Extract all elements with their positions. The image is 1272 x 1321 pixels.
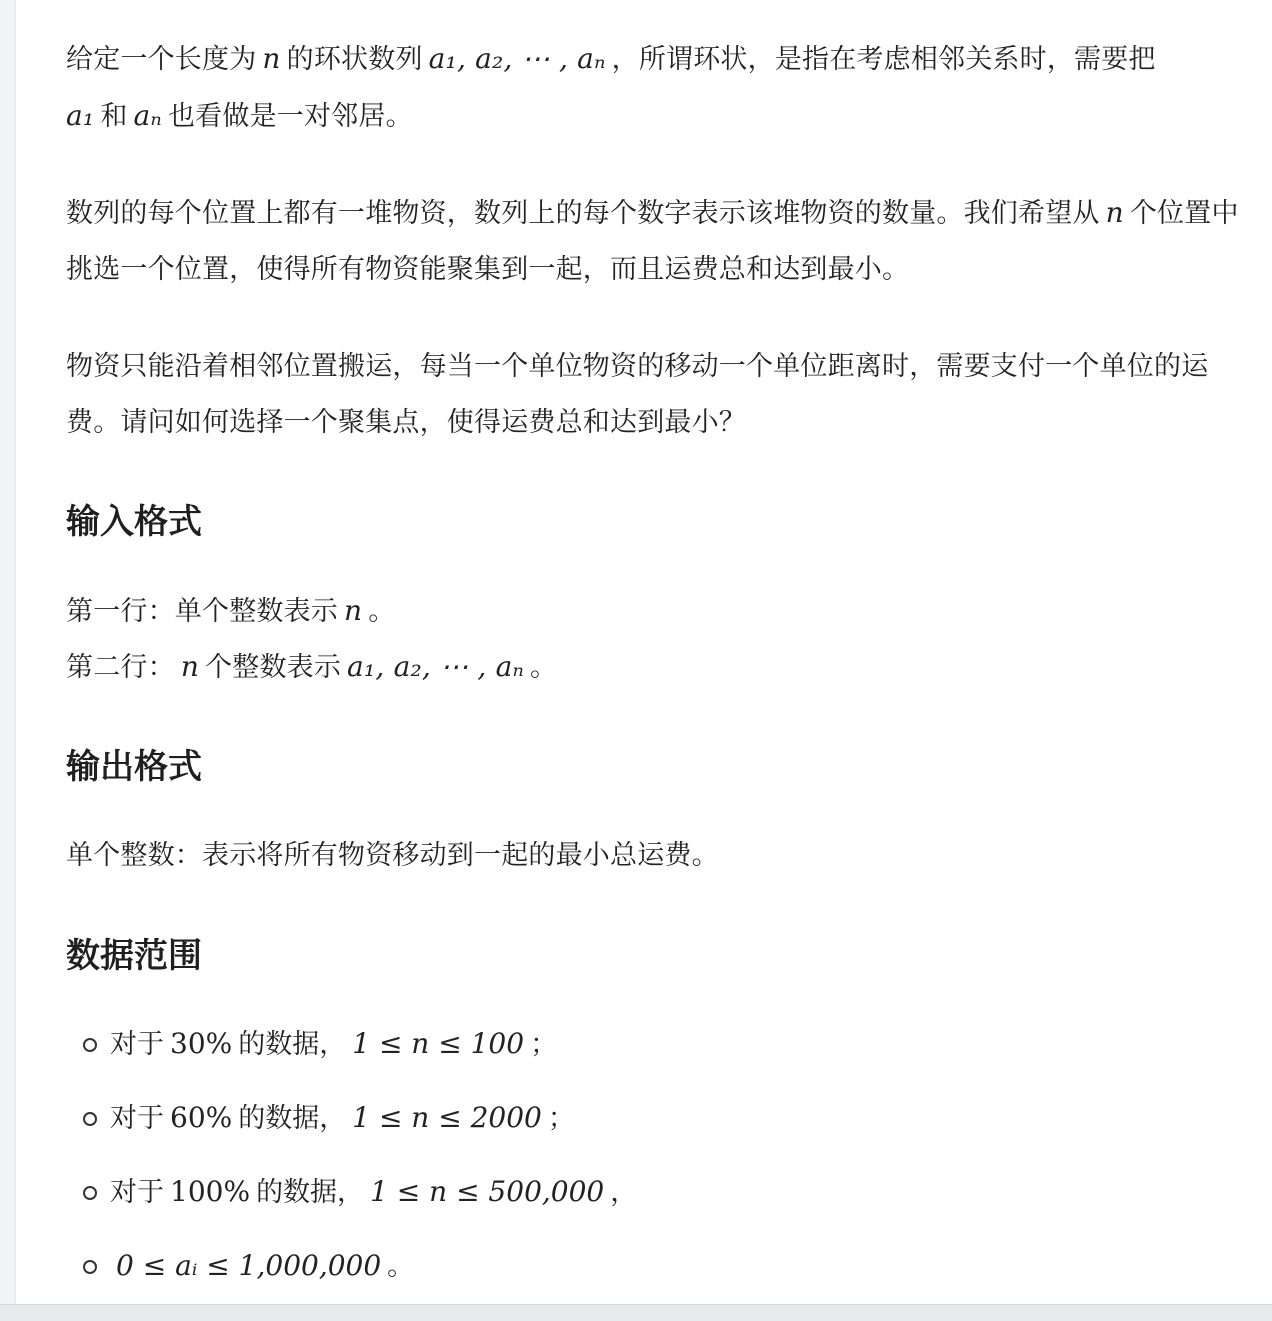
data-range-list (66, 1016, 1166, 1312)
list-item (66, 1164, 1166, 1238)
range-prefix: 对于 (110, 1177, 164, 1208)
list-item (66, 1238, 1166, 1312)
output-description: 单个整数：表示将所有物资移动到一起的最小总运费。 (66, 840, 719, 871)
math-an: aₙ (133, 99, 162, 132)
input-text: 。 (530, 652, 558, 683)
range-end: ； (530, 1029, 558, 1060)
input-line-2 (66, 639, 557, 696)
bullet-icon (83, 1186, 97, 1200)
output-format-heading: 输出格式 (66, 747, 202, 787)
intro-paragraph-2 (66, 185, 1246, 298)
math-condition: 1 ≤ n ≤ 500,000 (370, 1175, 605, 1208)
intro-text: ，所谓环状，是指在考虑相邻关系时，需要把 (611, 44, 1156, 75)
input-text: 个整数表示 (205, 652, 342, 683)
list-item (66, 1016, 1166, 1090)
math-condition: 0 ≤ aᵢ ≤ 1,000,000 (116, 1249, 382, 1282)
list-item (66, 1090, 1166, 1164)
math-sequence: a₁, a₂, ⋯ , aₙ (347, 650, 525, 683)
input-text: 第二行： (66, 652, 175, 683)
horizontal-scrollbar[interactable] (0, 1304, 1272, 1321)
range-end: ； (547, 1103, 575, 1134)
math-n: n (180, 650, 200, 683)
intro-text: 也看做是一对邻居。 (167, 101, 413, 132)
intro-text: 数列的每个位置上都有一堆物资，数列上的每个数字表示该堆物资的数量。我们希望从 (66, 198, 1100, 229)
math-a1: a₁ (66, 99, 95, 132)
range-end: 。 (387, 1251, 415, 1282)
math-percent: 100% (170, 1175, 251, 1208)
range-prefix: 对于 (110, 1029, 164, 1060)
intro-text: 的环状数列 (286, 44, 423, 75)
math-percent: 30% (170, 1027, 233, 1060)
bullet-icon (83, 1260, 97, 1274)
range-mid: 的数据， (238, 1029, 347, 1060)
range-mid: 的数据， (256, 1177, 365, 1208)
range-text (110, 1238, 414, 1295)
input-text: 。 (368, 596, 396, 627)
intro-text: 个位置中挑选一个位置，使得所有物资能聚集到一起，而且运费总和达到最小。 (66, 198, 1239, 285)
input-format-heading: 输入格式 (66, 502, 202, 542)
math-condition: 1 ≤ n ≤ 100 (352, 1027, 525, 1060)
bullet-icon (83, 1038, 97, 1052)
math-n: n (344, 594, 363, 627)
intro-text: 给定一个长度为 (66, 44, 257, 75)
left-rail (0, 0, 16, 1305)
input-text: 第一行：单个整数表示 (66, 596, 338, 627)
math-percent: 60% (170, 1101, 233, 1134)
range-text (110, 1090, 575, 1147)
range-end: ， (610, 1177, 638, 1208)
bullet-icon (83, 1112, 97, 1126)
data-range-heading: 数据范围 (66, 936, 202, 976)
math-n: n (1105, 196, 1124, 229)
range-text (110, 1016, 557, 1073)
math-sequence: a₁, a₂, ⋯ , aₙ (428, 42, 606, 75)
range-prefix: 对于 (110, 1103, 164, 1134)
intro-paragraph-3: 物资只能沿着相邻位置搬运，每当一个单位物资的移动一个单位距离时，需要支付一个单位的运费。请问如何选择一个聚集点，使得运费总和达到最小？ (66, 351, 1209, 438)
math-condition: 1 ≤ n ≤ 2000 (352, 1101, 542, 1134)
input-line-1 (66, 583, 395, 640)
range-mid: 的数据， (238, 1103, 347, 1134)
intro-paragraph-1 (66, 31, 1246, 145)
math-n: n (262, 42, 281, 75)
range-text (110, 1164, 637, 1221)
intro-text: 和 (100, 101, 128, 132)
